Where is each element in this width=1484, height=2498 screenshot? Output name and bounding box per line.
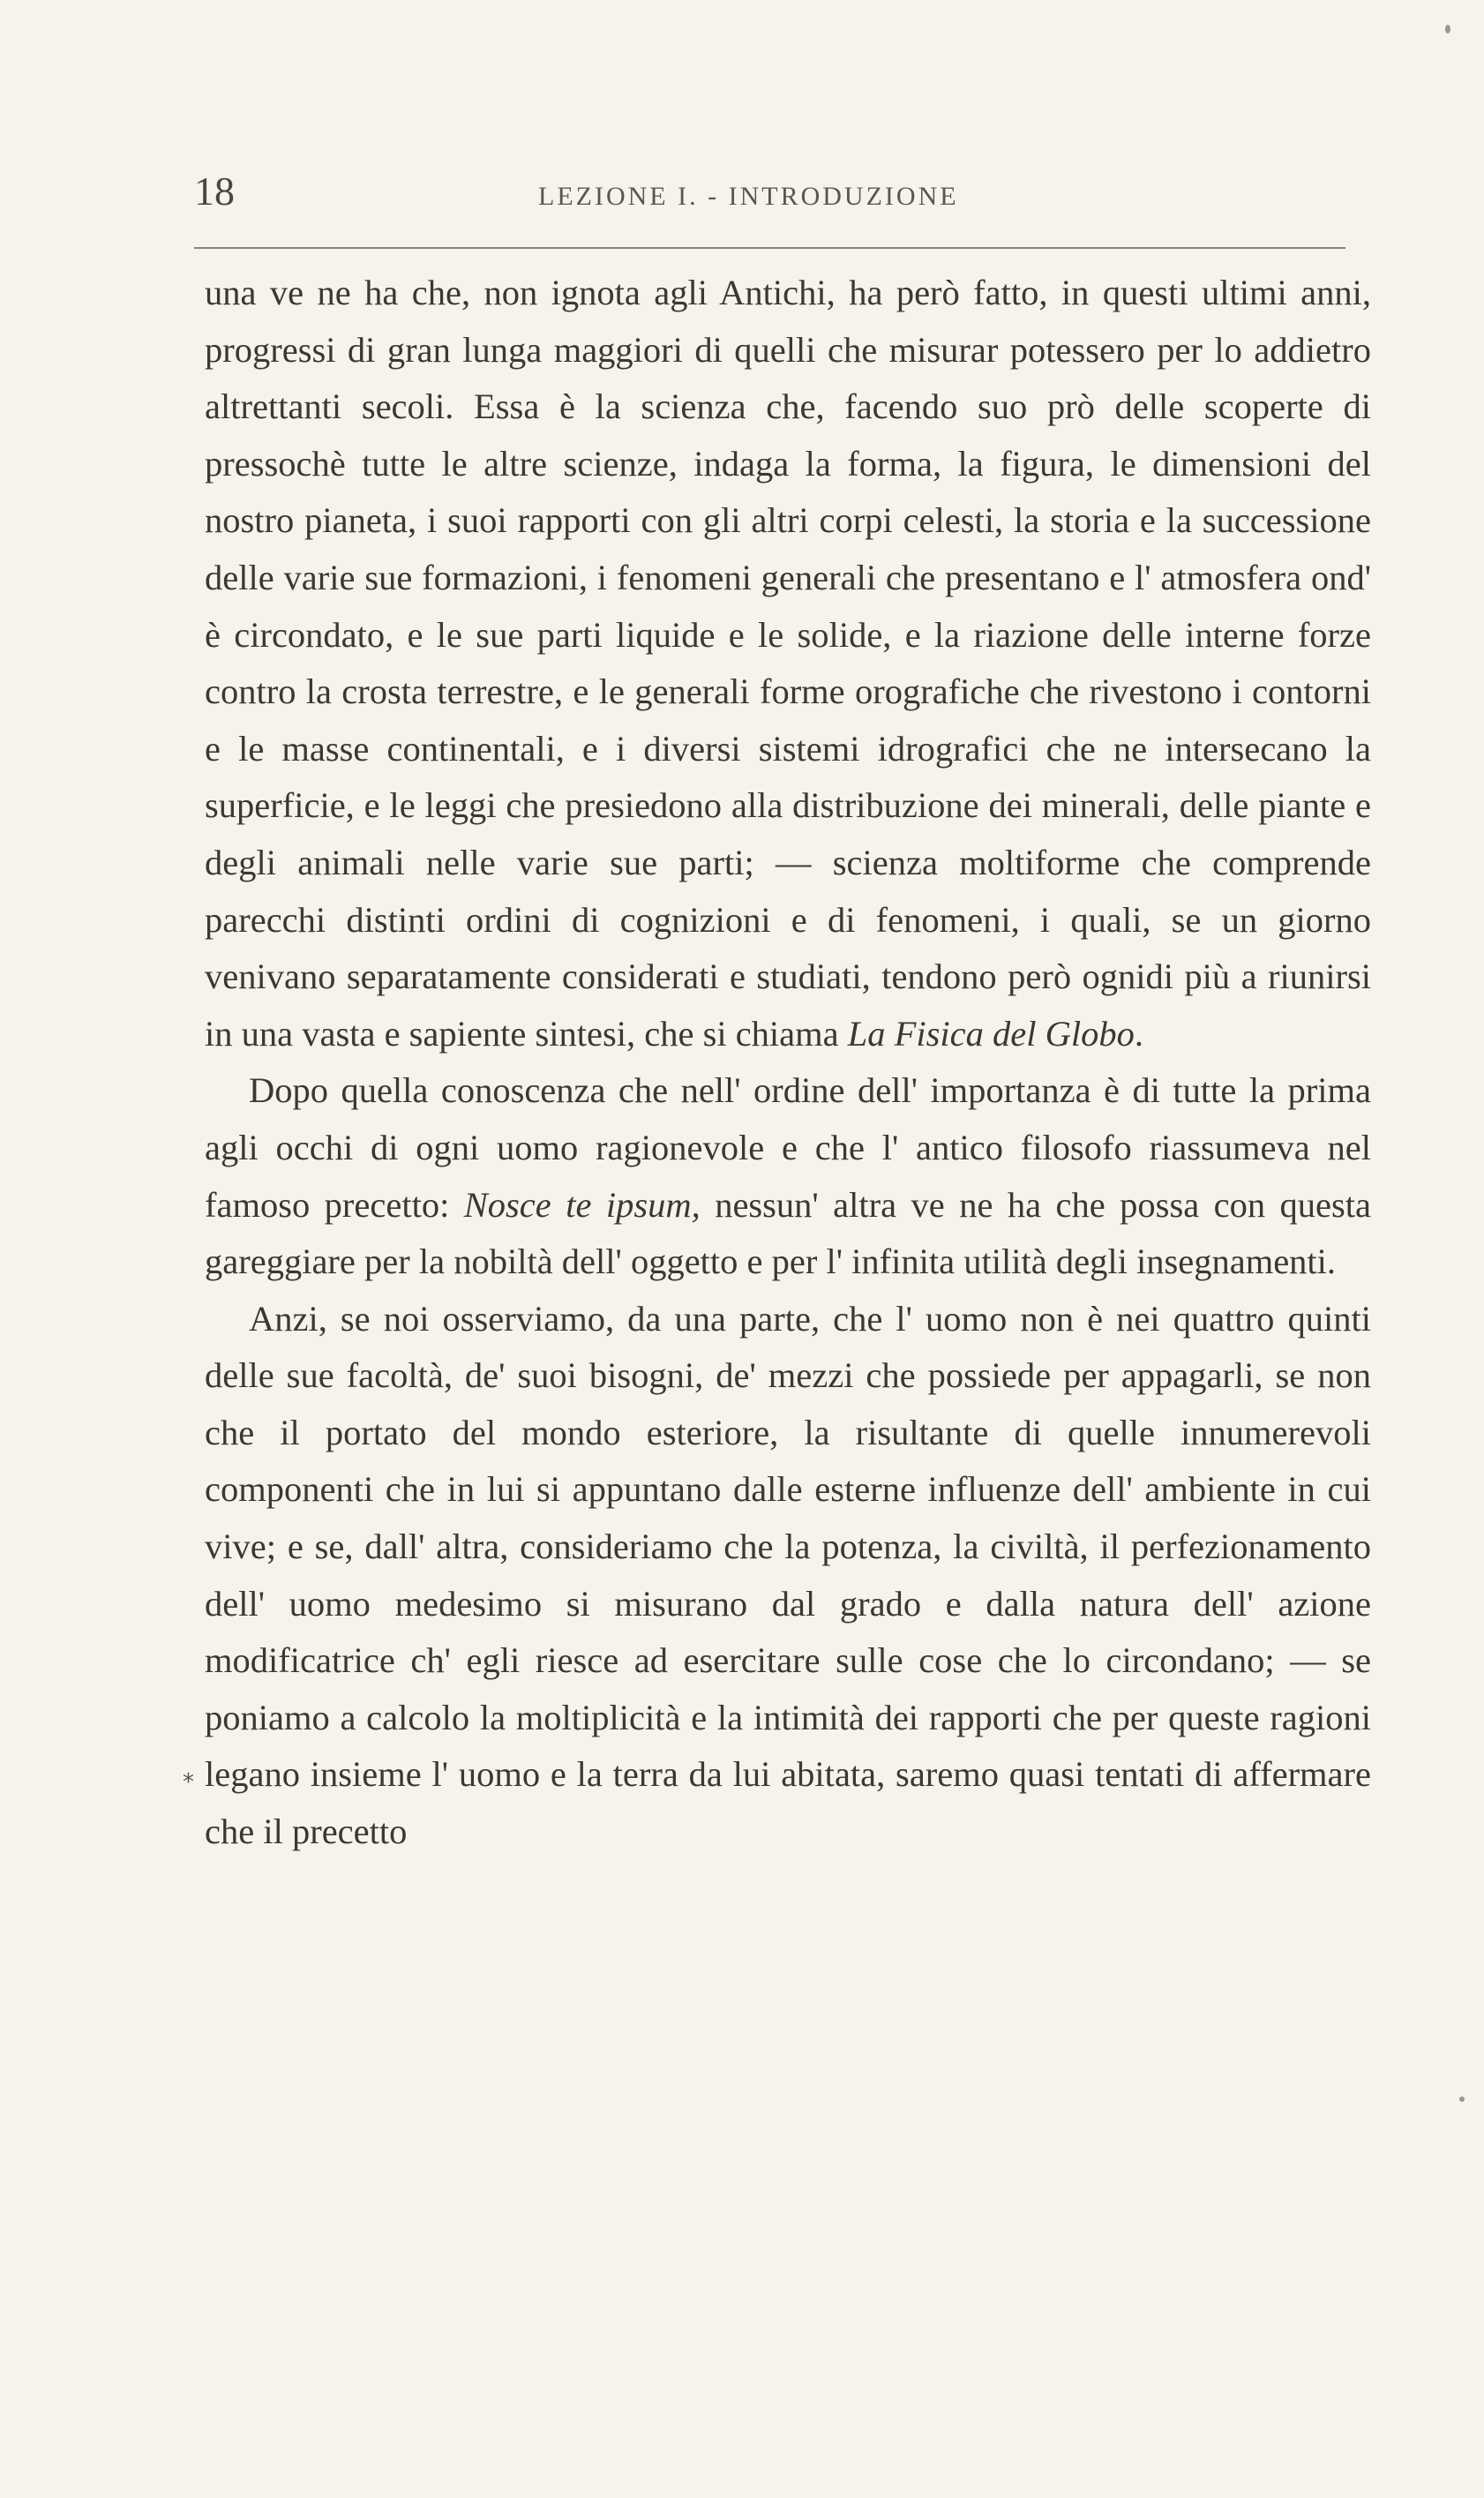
page-header: [194, 168, 1345, 229]
paragraph-2: [205, 1062, 1371, 1290]
header-rule: [194, 247, 1345, 249]
paragraph-2-italic: Nosce te ipsum,: [463, 1184, 701, 1225]
paper-speck: [1459, 2097, 1465, 2102]
paragraph-2-text: Dopo quella conoscenza che nell' ordine dell' importanza è di tutte la prima agli occhi di ogni uomo ragionevole e che l' antico filosofo riassumeva nel famoso precetto:: [205, 1070, 1371, 1225]
paragraph-3-text: Anzi, se noi osserviamo, da una parte, che l' uomo non è nei quattro quinti delle sue facoltà, de' suoi bisogni, de' mezzi che possiede per appagarli, se non che il portato del mondo esteriore, la risultante di quelle innumerevoli componenti che in lui si appuntano dalle esterne influenze dell' ambiente in cui vive; e se, dall' altra, consideriamo che la potenza, la civiltà, il perfezionamento dell' uomo medesimo si misurano dal grado e dalla natura dell' azione modificatrice ch' egli riesce ad esercitare sulle cose che lo circondano; — se poniamo a calcolo la moltiplicità e la intimità dei rapporti che per queste ragioni legano insieme l' uomo e la terra da lui abitata, saremo quasi tentati di affermare che il precetto: [205, 1298, 1371, 1852]
paragraph-1-text: una ve ne ha che, non ignota agli Antichi, ha però fatto, in questi ultimi anni, progressi di gran lunga maggiori di quelli che misurar potessero per lo addietro altrettanti secoli. Essa è la scienza che, facendo suo prò delle scoperte di pressochè tutte le altre scienze, indaga la forma, la figura, le dimensioni del nostro pianeta, i suoi rapporti con gli altri corpi celesti, la storia e la successione delle varie sue formazioni, i fenomeni generali che presentano e l' atmosfera ond' è circondato, e le sue parti liquide e le solide, e la riazione delle interne forze contro la crosta terrestre, e le generali forme orografiche che rivestono i contorni e le masse continentali, e i diversi sistemi idrografici che ne intersecano la superficie, e le leggi che presiedono alla distribuzione dei minerali, delle piante e degli animali nelle varie sue parti; — scienza moltiforme che comprende parecchi distinti ordini di cognizioni e di fenomeni, i quali, se un giorno venivano separatamente considerati e studiati, tendono però ognidi più a riunirsi in una vasta e sapiente sintesi, che si chiama: [205, 273, 1371, 1054]
paragraph-2-tail: nessun' altra ve ne ha che possa con questa gareggiare per la nobiltà dell' oggetto e per l' infinita utilità degli insegnamenti.: [205, 1184, 1371, 1282]
paper-speck: [1445, 25, 1450, 34]
running-head: LEZIONE I. - INTRODUZIONE: [538, 182, 959, 211]
paragraph-1: [205, 265, 1371, 1062]
body-text: [205, 265, 1371, 1861]
paragraph-1-italic: La Fisica del Globo: [847, 1013, 1135, 1054]
page-number: 18: [194, 169, 235, 214]
paragraph-1-tail: .: [1134, 1013, 1143, 1054]
margin-mark: *: [183, 1769, 194, 1796]
paragraph-3: [205, 1291, 1371, 1861]
